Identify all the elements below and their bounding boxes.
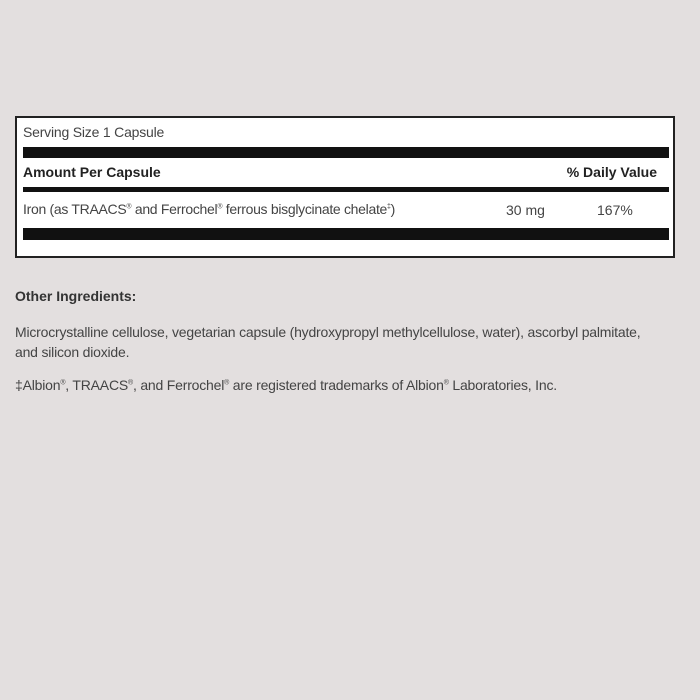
trademark-part: are registered trademarks of Albion — [229, 377, 444, 393]
registered-mark: ® — [128, 379, 133, 387]
registered-mark: ® — [224, 379, 230, 387]
nutrient-name-part: Iron (as TRAACS — [23, 201, 127, 217]
registered-mark: ® — [126, 203, 132, 211]
serving-size: Serving Size 1 Capsule — [23, 124, 165, 140]
divider-thick-top — [23, 147, 669, 158]
registered-mark: ® — [217, 203, 223, 211]
header-amount-per-capsule: Amount Per Capsule — [23, 164, 161, 180]
other-ingredients-text: Microcrystalline cellulose, vegetarian capsule (hydroxypropyl methylcellulose, water), ascorbyl palmitate, and silicon dioxide. — [15, 324, 641, 360]
nutrient-daily-value-iron: 167% — [597, 202, 633, 218]
other-ingredients-title: Other Ingredients: — [15, 288, 137, 304]
nutrient-name-part: ) — [390, 201, 395, 217]
double-dagger-mark: ‡ — [387, 203, 391, 211]
trademark-part: Albion — [22, 377, 61, 393]
trademark-part: , and Ferrochel — [132, 377, 225, 393]
double-dagger-mark: ‡ — [15, 377, 23, 393]
header-daily-value: % Daily Value — [566, 164, 657, 180]
supplement-facts-panel — [15, 116, 675, 258]
nutrient-name-part: and Ferrochel — [131, 201, 218, 217]
nutrient-name-iron — [23, 201, 395, 217]
nutrient-name-part: ferrous bisglycinate chelate — [222, 201, 388, 217]
trademark-part: , TRAACS — [65, 377, 128, 393]
nutrient-amount-iron: 30 mg — [506, 202, 545, 218]
trademark-note — [15, 377, 675, 393]
registered-mark: ® — [60, 379, 66, 387]
divider-thick-bottom — [23, 228, 669, 240]
trademark-part: Laboratories, Inc. — [448, 377, 557, 393]
registered-mark: ® — [443, 379, 449, 387]
divider-thin — [23, 187, 669, 192]
